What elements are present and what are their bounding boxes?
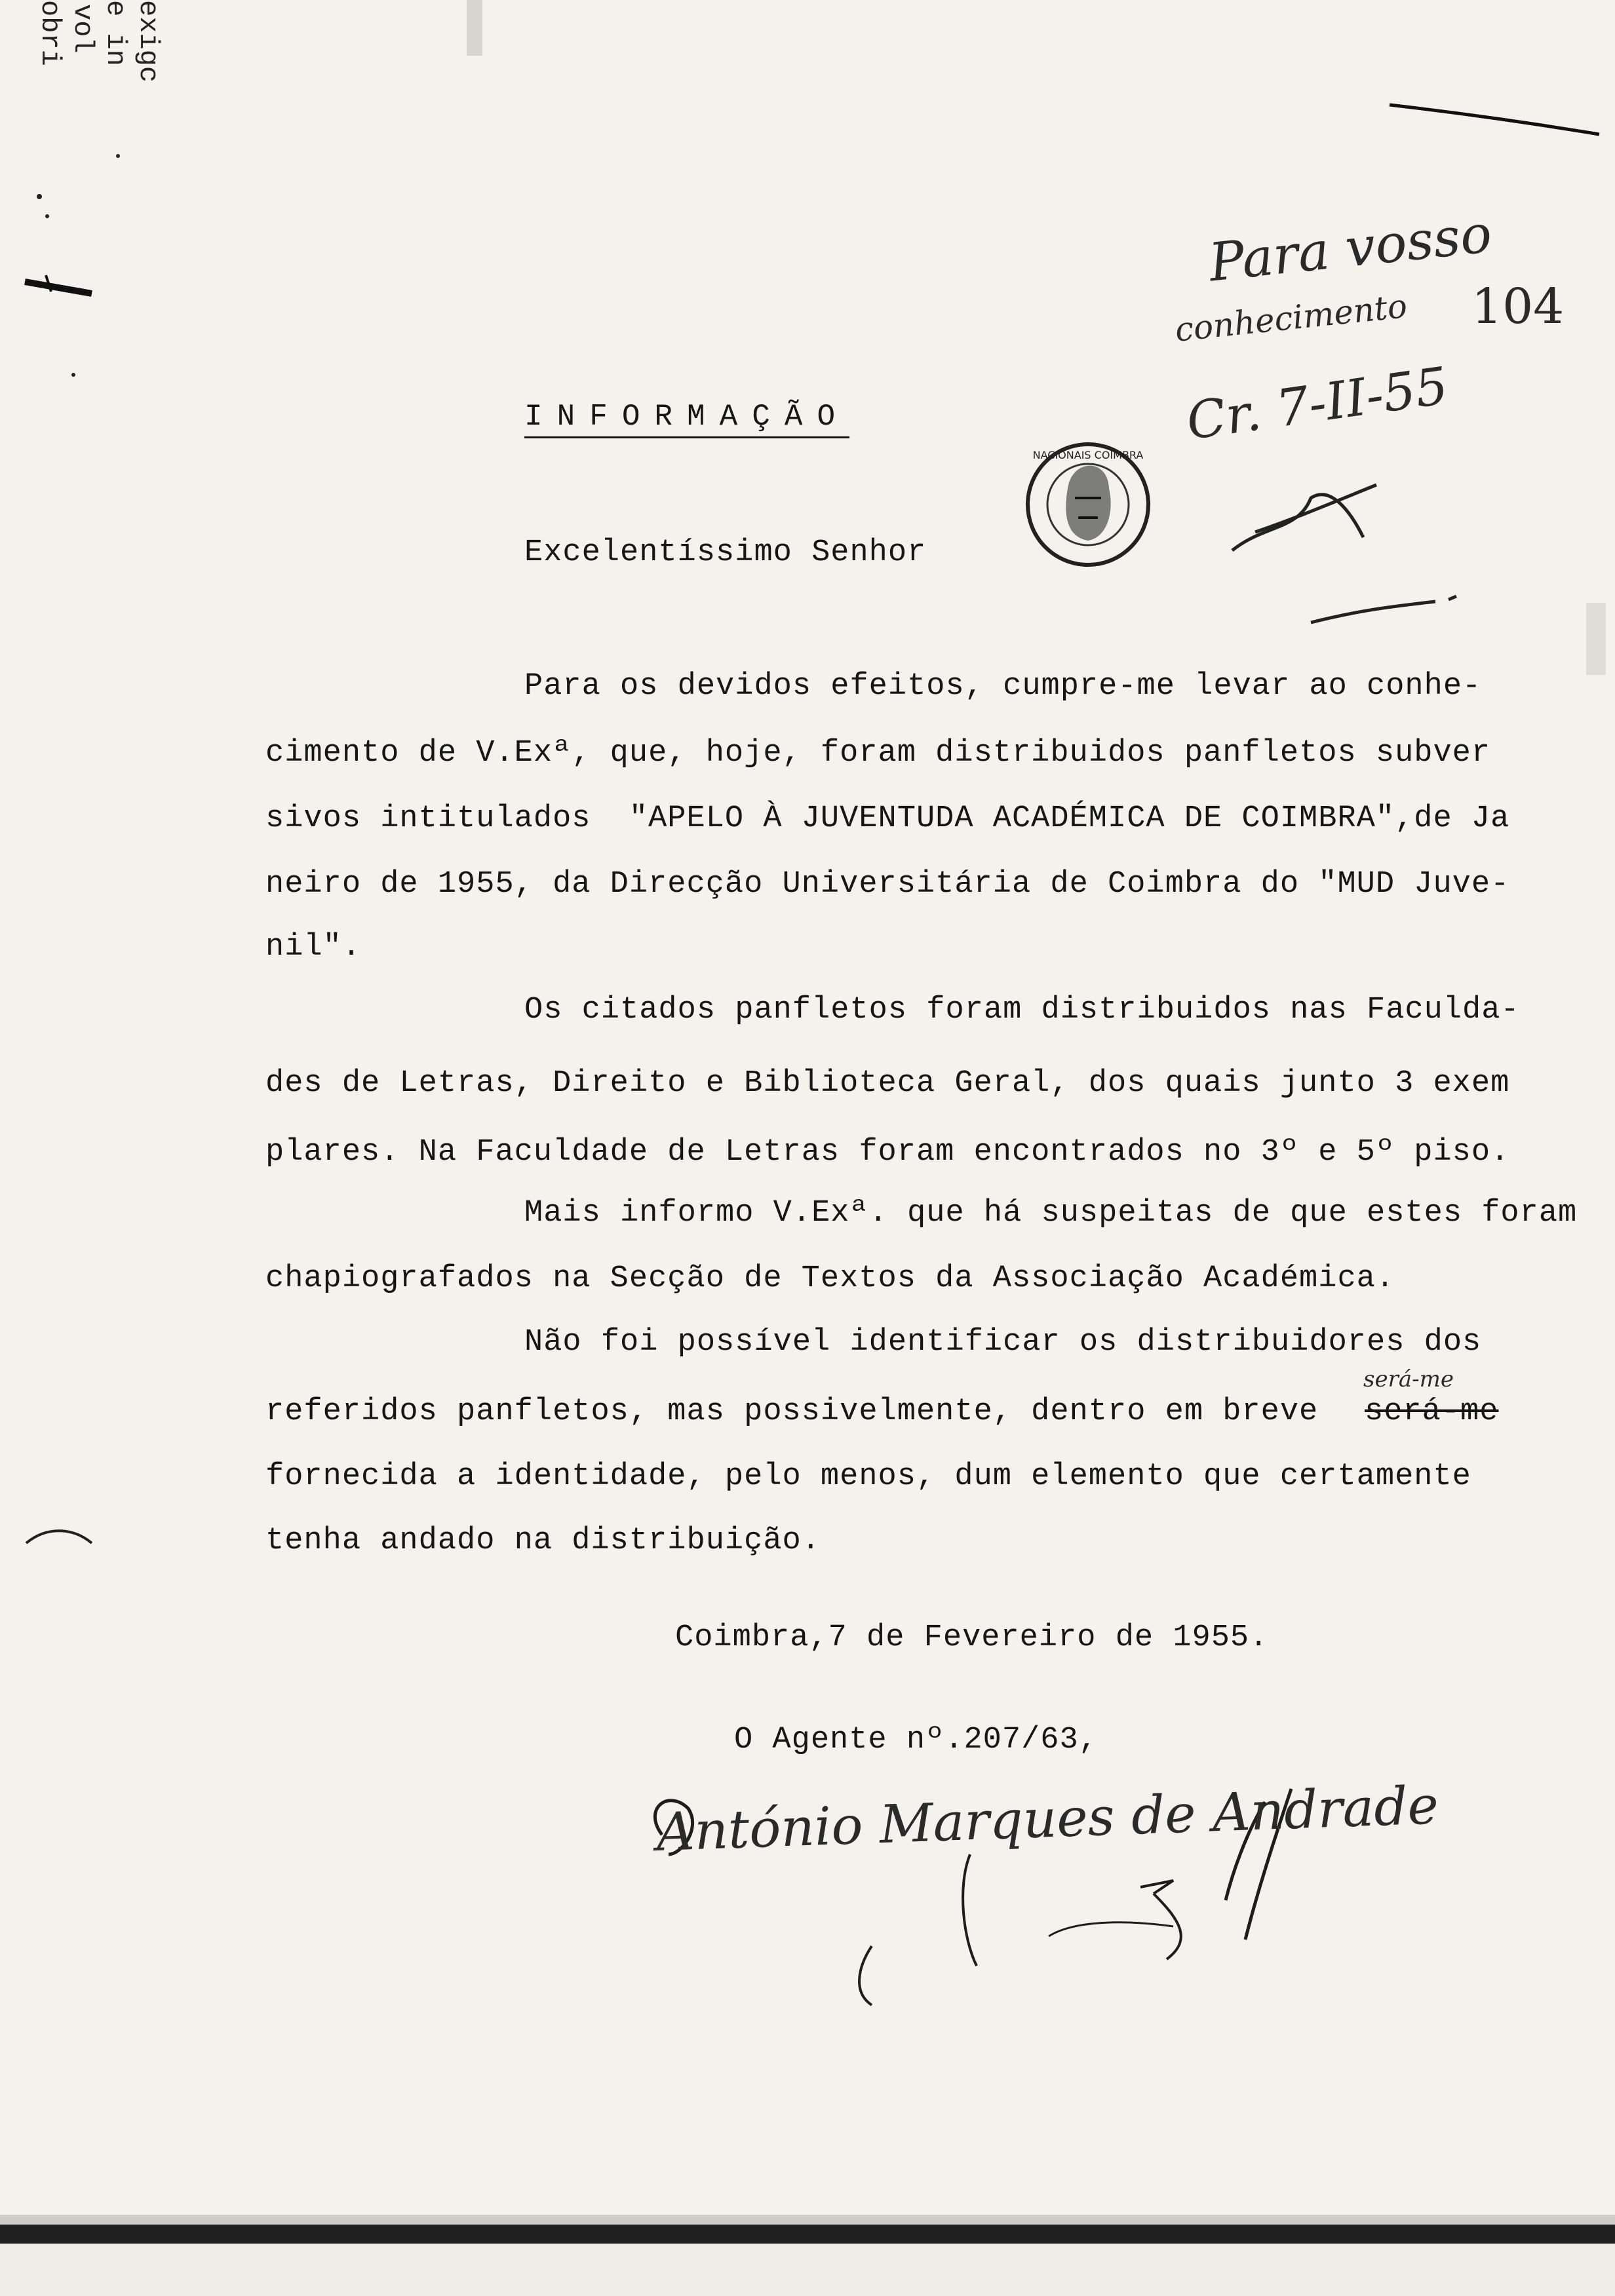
body-line: Para os devidos efeitos, cumpre-me levar ao conhe- (524, 669, 1482, 704)
body-line: fornecida a identidade, pelo menos, dum elemento que certamente (265, 1459, 1471, 1494)
body-line: cimento de V.Exª, que, hoje, foram distribuidos panfletos subver (265, 736, 1491, 771)
body-line: chapiografados na Secção de Textos da Associação Académica. (265, 1261, 1395, 1296)
margin-fragment-3: vol (67, 4, 98, 54)
annotation-line-2: conhecimento (1173, 286, 1409, 349)
body-line: plares. Na Faculdade de Letras foram encontrados no 3º e 5º piso. (265, 1135, 1510, 1170)
margin-fragment-1: exigc (132, 0, 164, 83)
document-heading: INFORMAÇÃO (524, 400, 850, 434)
annotation-number: 104 (1471, 278, 1565, 335)
struck-word: será-me (1365, 1394, 1499, 1429)
stamp-text: NACIONAIS COIMBRA (1032, 449, 1144, 461)
body-line: neiro de 1955, da Direcção Universitária de Coimbra do "MUD Juve- (265, 867, 1510, 902)
signature-text: António Marques de Andrade (655, 1774, 1440, 1863)
body-line: des de Letras, Direito e Biblioteca Geral, dos quais junto 3 exem (265, 1066, 1510, 1101)
annotation-line-1: Para vosso (1206, 202, 1495, 294)
insertion-note: será-me (1363, 1366, 1454, 1392)
archive-stamp (1028, 444, 1148, 565)
body-line: sivos intitulados "APELO À JUVENTUDA ACADÉMICA DE COIMBRA",de Ja (265, 801, 1510, 836)
salutation: Excelentíssimo Senhor (524, 535, 927, 570)
margin-fragment-4: obri (34, 0, 66, 66)
annotation-underline-2 (1311, 602, 1435, 622)
left-dash-mark (25, 282, 92, 294)
body-line: Os citados panfletos foram distribuidos nas Faculda- (524, 993, 1520, 1027)
body-line: referidos panfletos, mas possivelmente, dentro em breve (265, 1394, 1319, 1429)
top-right-line (1390, 105, 1599, 134)
margin-fragment-2: e in (100, 0, 131, 66)
agent-line: O Agente nº.207/63, (734, 1723, 1098, 1757)
place-date: Coimbra,7 de Fevereiro de 1955. (675, 1620, 1269, 1655)
body-line: tenha andado na distribuição. (265, 1523, 821, 1558)
body-line: Mais informo V.Exª. que há suspeitas de que estes foram (524, 1196, 1578, 1231)
body-line: nil". (265, 930, 362, 965)
annotation-date: Cr. 7-II-55 (1183, 356, 1452, 452)
body-line: Não foi possível identificar os distribuidores dos (524, 1325, 1482, 1360)
